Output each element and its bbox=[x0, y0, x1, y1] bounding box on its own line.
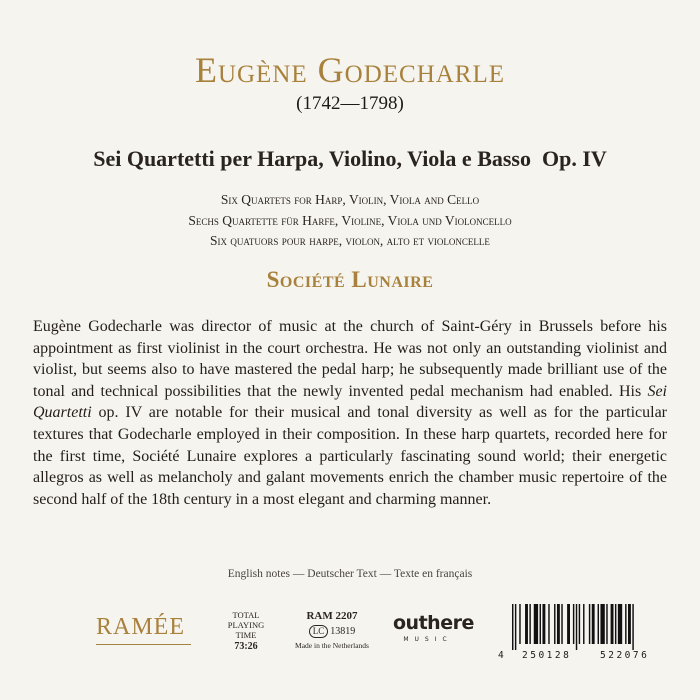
subtitle-english: Six Quartets for Harp, Violin, Viola and Cello bbox=[220, 192, 480, 207]
barcode-bar bbox=[542, 604, 545, 644]
barcode-bar bbox=[515, 604, 516, 650]
barcode-bar bbox=[540, 604, 541, 644]
playing-label-1: TOTAL bbox=[232, 610, 260, 620]
barcode-bar bbox=[600, 604, 604, 644]
barcode-bar bbox=[632, 604, 633, 650]
subtitle-french: Six quatuors pour harpe, violon, alto et violoncelle bbox=[210, 233, 490, 248]
barcode-bar bbox=[561, 604, 562, 644]
label-code bbox=[309, 625, 356, 638]
work-title: Sei Quartetti per Harpa, Violino, Viola e Basso Op. IV bbox=[93, 146, 607, 171]
barcode-bar bbox=[534, 604, 538, 644]
total-playing-time bbox=[224, 610, 268, 652]
label-logo-underline bbox=[96, 644, 191, 645]
distributor-logo bbox=[393, 612, 474, 643]
outhere-subtitle: MUSIC bbox=[403, 636, 453, 643]
lc-number: 13819 bbox=[330, 626, 356, 637]
catalog-info bbox=[292, 610, 372, 650]
translated-titles bbox=[0, 190, 700, 252]
barcode-bar bbox=[519, 604, 520, 644]
barcode-bar bbox=[628, 604, 631, 644]
barcode-bar bbox=[529, 604, 530, 644]
barcode-bar bbox=[615, 604, 616, 644]
barcode-bar bbox=[554, 604, 555, 644]
barcode-left-digits: 250128 bbox=[522, 650, 572, 661]
playing-label-3: TIME bbox=[235, 630, 257, 640]
barcode-bar bbox=[573, 604, 574, 644]
composer-dates: (1742—1798) bbox=[296, 93, 404, 114]
barcode-bar bbox=[525, 604, 528, 644]
barcode-icon bbox=[498, 604, 678, 650]
barcode-bar bbox=[589, 604, 590, 644]
outhere-logo: outhere bbox=[393, 612, 474, 634]
ensemble-name: Société Lunaire bbox=[266, 267, 434, 292]
barcode-bar bbox=[592, 604, 595, 644]
notes-text-2: op. IV are notable for their musical and tonal diversity as well as for the particular textures that Godecharle employed in their composition. In these harp quartets, recorded here for the first time, Société Lunaire explores a particularly fascinating sound world; their energetic allegros as well as melancholy and galant movements enrich the chamber music repertoire of the second half of the 18th century in a most elegant and charming manner. bbox=[33, 404, 667, 508]
liner-notes bbox=[33, 316, 667, 510]
playing-label-2: PLAYING bbox=[227, 620, 265, 630]
notes-text-1: Eugène Godecharle was director of music at the church of Saint-Géry in Brussels before his appointment as first violinist in the court orchestra. He was not only an outstanding violinist and violist, but seems also to have mastered the pedal harp; he subsequently made brilliant use of the tonal and technical possibilities that the newly invented pedal mechanism had enabled. His bbox=[33, 318, 667, 400]
label-logo: RAMÉE bbox=[96, 614, 185, 640]
lc-icon: LC bbox=[309, 625, 329, 638]
barcode-bar bbox=[567, 604, 570, 644]
barcode-bar bbox=[606, 604, 607, 644]
notes-italic-title: Sei Quartetti bbox=[33, 382, 667, 422]
barcode-bar bbox=[548, 604, 549, 644]
barcode-bar bbox=[557, 604, 560, 644]
barcode-bar bbox=[583, 604, 584, 644]
catalog-number: RAM 2207 bbox=[306, 610, 358, 622]
playing-time-value: 73:26 bbox=[234, 641, 258, 652]
barcode-right-digits: 522076 bbox=[600, 650, 650, 661]
made-in-text: Made in the Netherlands bbox=[295, 641, 369, 650]
barcode-bar bbox=[598, 604, 599, 644]
barcode-bar bbox=[625, 604, 626, 644]
barcode-bar bbox=[579, 604, 580, 644]
barcode-bar bbox=[611, 604, 614, 644]
composer-name: Eugène Godecharle bbox=[194, 50, 506, 90]
barcode-bar bbox=[618, 604, 622, 644]
barcode-first-digit: 4 bbox=[498, 650, 504, 661]
languages-line: English notes — Deutscher Text — Texte en français bbox=[227, 568, 473, 580]
subtitle-german: Sechs Quartette für Harfe, Violine, Viola und Violoncello bbox=[188, 212, 512, 228]
barcode-bar bbox=[576, 604, 577, 650]
barcode-bar bbox=[512, 604, 513, 650]
